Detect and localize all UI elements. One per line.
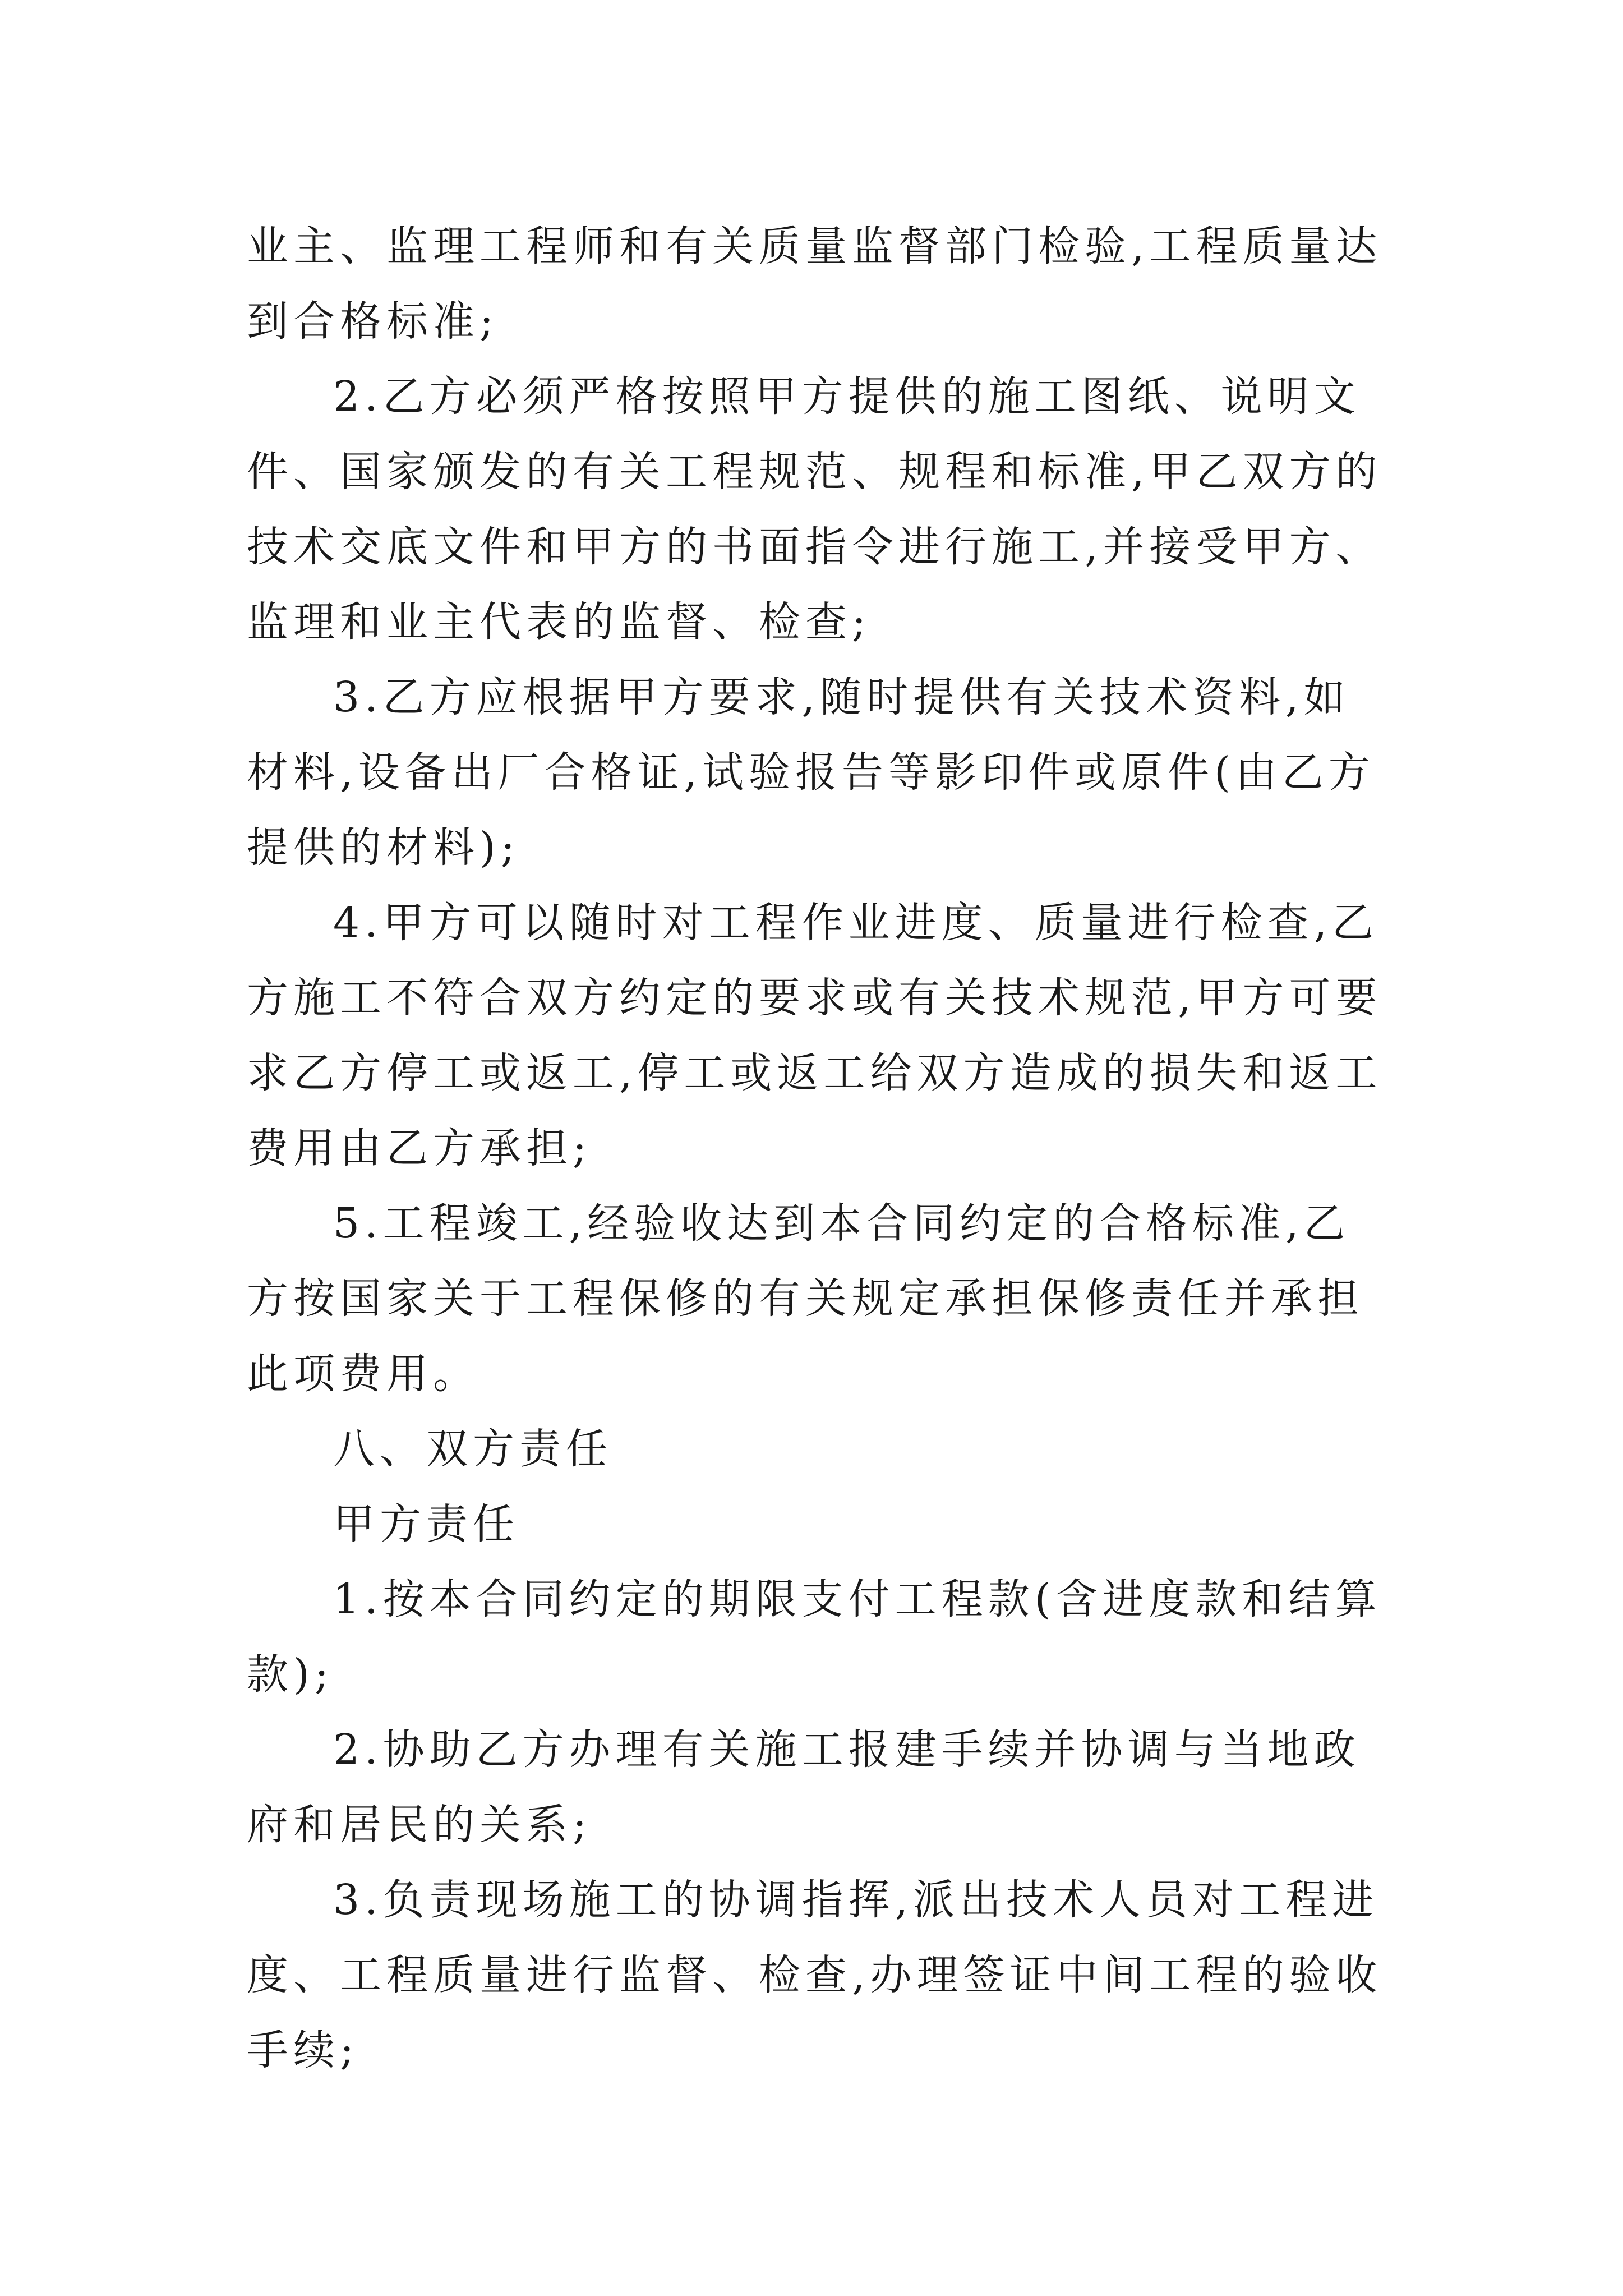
document-body — [247, 209, 1391, 2088]
paragraph-party-a-item-2: 2.协助乙方办理有关施工报建手续并协调与当地政府和居民的关系; — [247, 1726, 1361, 1849]
paragraph-party-a-item-3: 3.负责现场施工的协调指挥,派出技术人员对工程进度、工程质量进行监督、检查,办理签证中间工程的验收手续; — [247, 1876, 1382, 2074]
paragraph-item-5-warranty: 5.工程竣工,经验收达到本合同约定的合格标准,乙方按国家关于工程保修的有关规定承担保修责任并承担此项费用。 — [247, 1199, 1364, 1398]
paragraph-item-3-technical-data: 3.乙方应根据甲方要求,随时提供有关技术资料,如材料,设备出厂合格证,试验报告等影印件或原件(由乙方提供的材料); — [247, 673, 1375, 872]
paragraph-party-a-item-1: 1.按本合同约定的期限支付工程款(含进度款和结算款); — [247, 1575, 1382, 1699]
subheading-party-a-responsibilities: 甲方责任 — [333, 1500, 519, 1548]
paragraph-item-4-inspection: 4.甲方可以随时对工程作业进度、质量进行检查,乙方施工不符合双方约定的要求或有关技术规范,甲方可要求乙方停工或返工,停工或返工给双方造成的损失和返工费用由乙方承担; — [247, 899, 1382, 1172]
paragraph-quality-standard: 业主、监理工程师和有关质量监督部门检验,工程质量达到合格标准; — [247, 222, 1382, 346]
section-heading-responsibilities: 八、双方责任 — [333, 1425, 612, 1473]
paragraph-item-2-construction: 2.乙方必须严格按照甲方提供的施工图纸、说明文件、国家颁发的有关工程规范、规程和标准,甲乙双方的技术交底文件和甲方的书面指令进行施工,并接受甲方、监理和业主代表的监督、检查; — [247, 372, 1382, 646]
